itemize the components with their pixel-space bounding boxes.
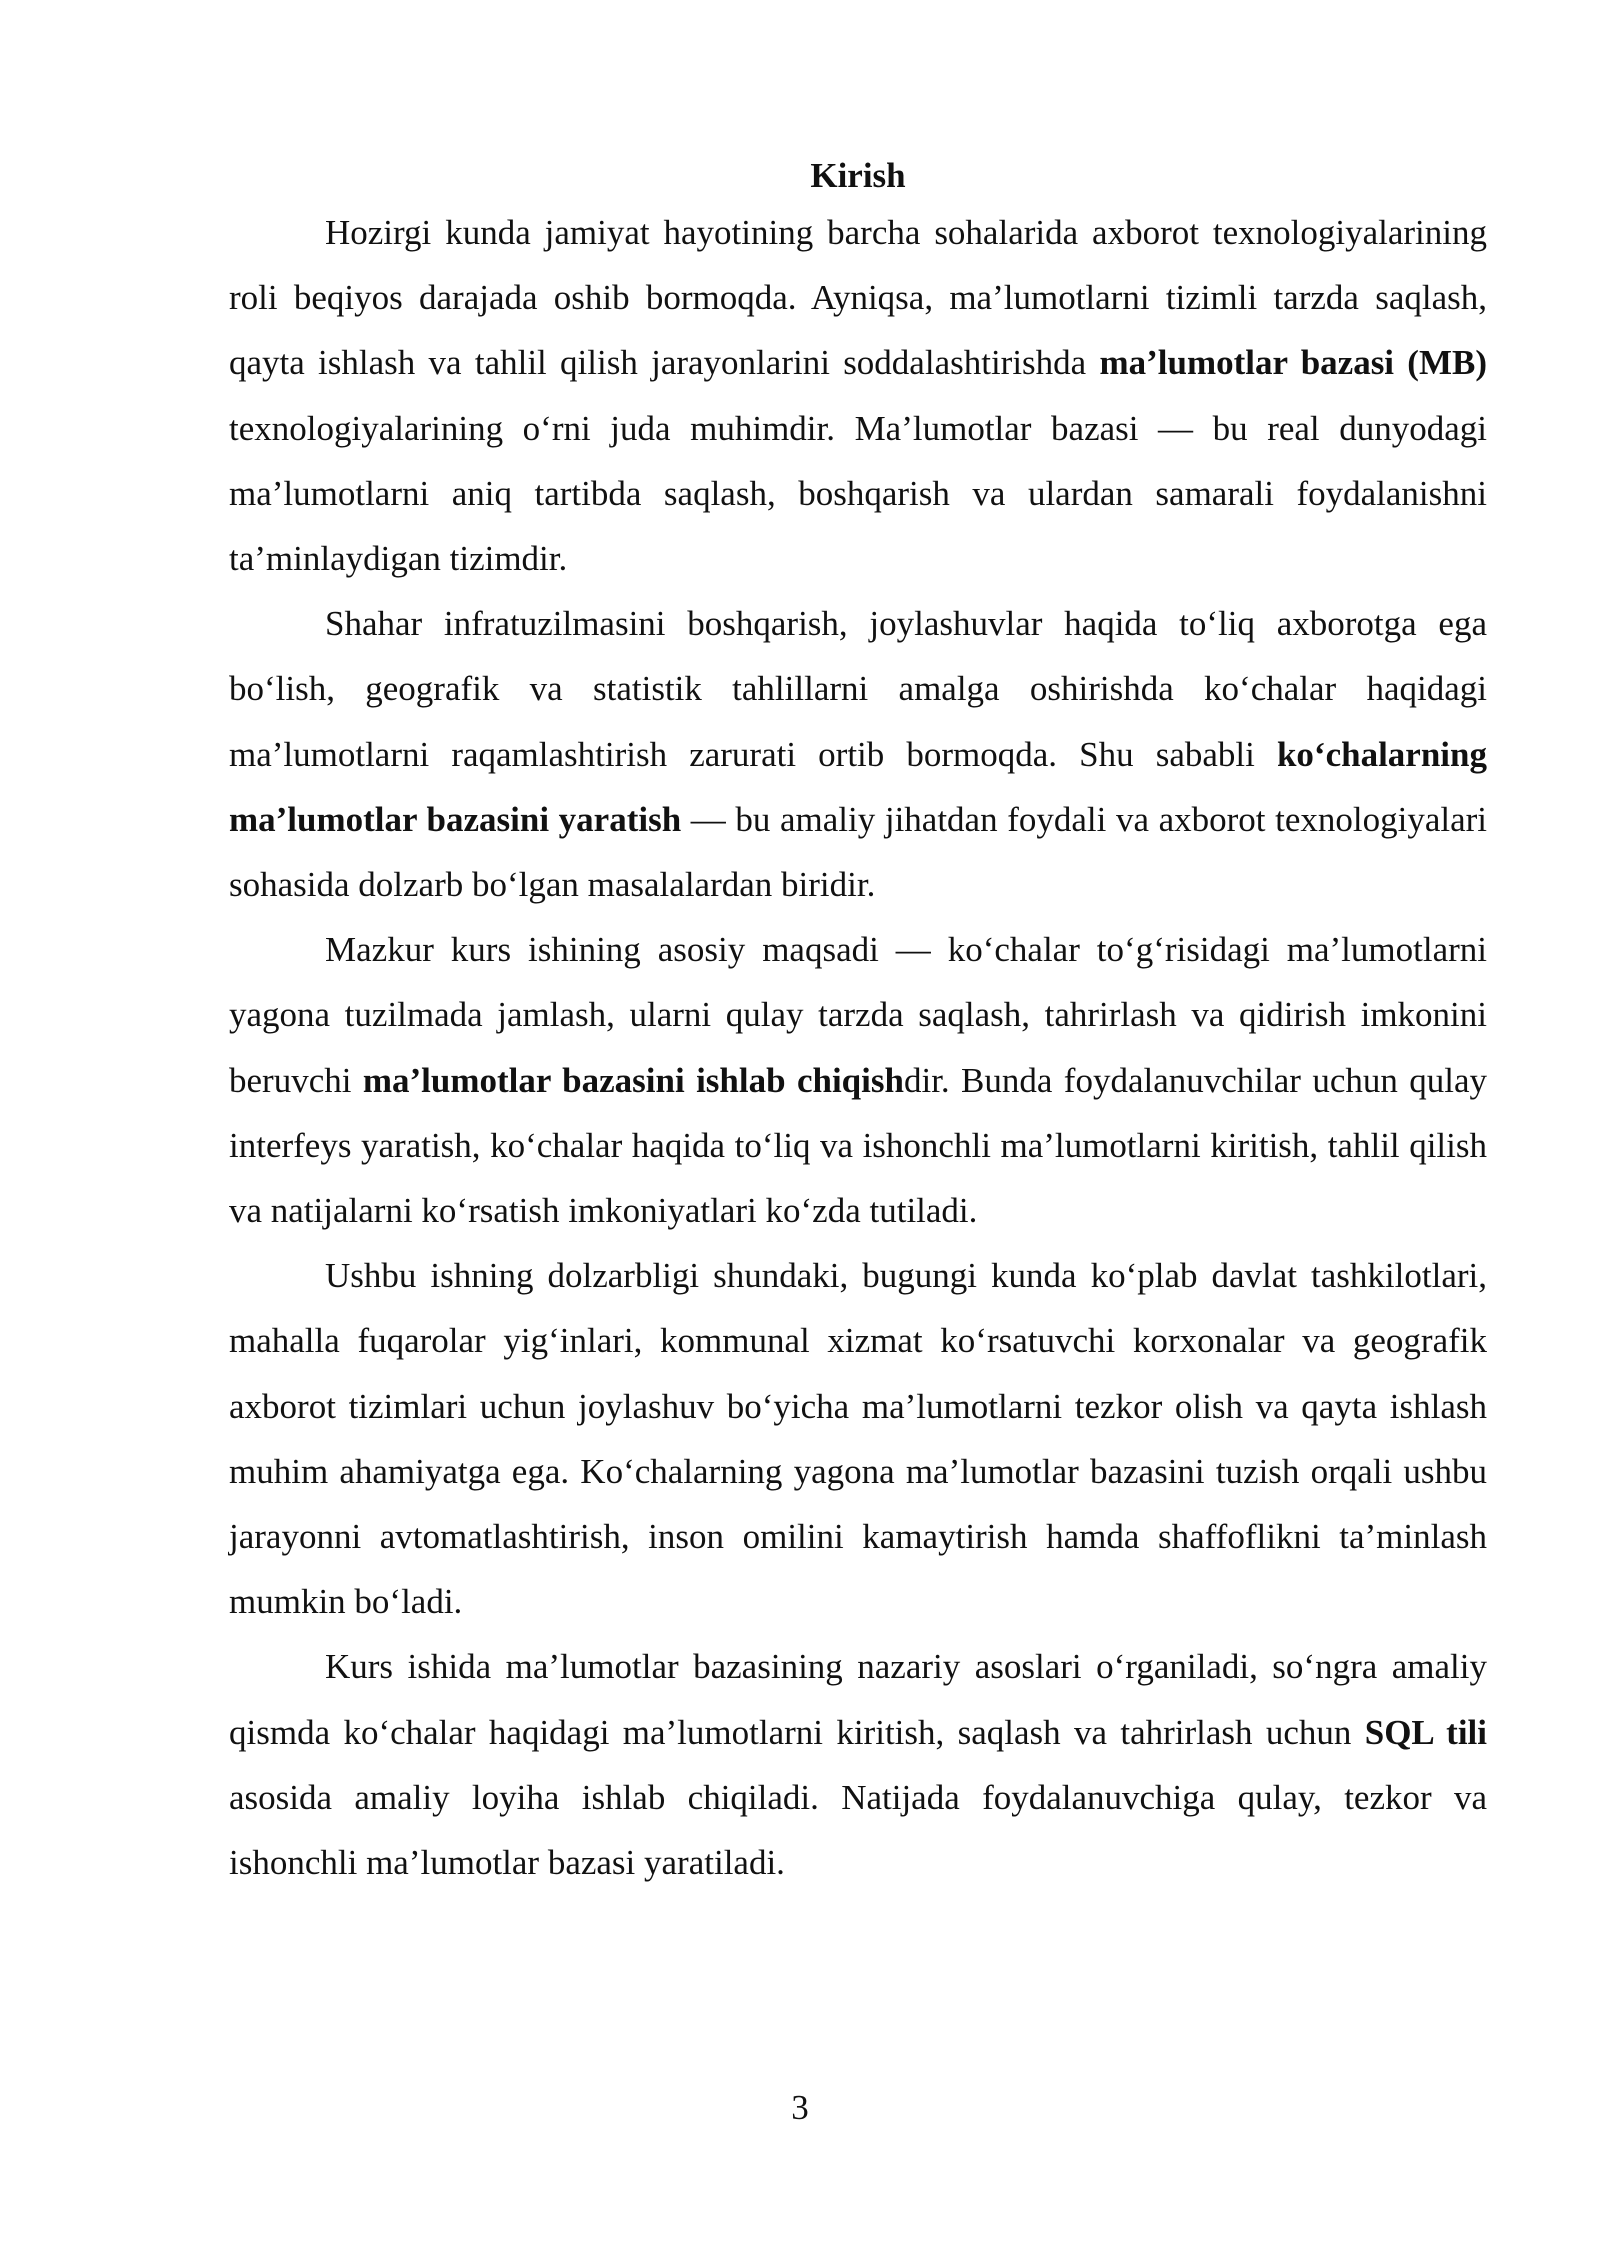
paragraph-5	[229, 1634, 1487, 1895]
page-title: Kirish	[810, 156, 906, 195]
paragraph-3	[229, 917, 1487, 1243]
page-number: 3	[791, 2088, 809, 2127]
page-content	[229, 152, 1487, 1895]
text-segment: texnologiyalarining o‘rni juda muhimdir. Ma’lumotlar bazasi — bu real dunyodagi ma’lumotlarni aniq tartibda saqlash, boshqarish va ulardan samarali foydalanishni ta’minlaydigan tizimdir.	[229, 408, 1487, 579]
paragraph-1	[229, 200, 1487, 591]
text-segment: asosida amaliy loyiha ishlab chiqiladi. Natijada foydalanuvchiga qulay, tezkor va ishonchli ma’lumotlar bazasi yaratiladi.	[229, 1777, 1487, 1883]
text-segment: Mazkur kurs ishining asosiy maqsadi — ko‘chalar to‘g‘risidagi ma’lumotlarni yagona tuzilmada jamlash, ularni qulay tarzda saqlash, tahrirlash va qidirish imkonini beruvchi	[229, 930, 1487, 1100]
text-segment: Kurs ishida ma’lumotlar bazasining nazariy asoslari o‘rganiladi, so‘ngra amaliy qismda ko‘chalar haqidagi ma’lumotlarni kiritish, saqlash va tahrirlash uchun	[229, 1647, 1487, 1752]
text-segment: dir. Bunda foydalanuvchilar uchun qulay interfeys yaratish, ko‘chalar haqida to‘liq va ishonchli ma’lumotlarni kiritish, tahlil qilish va natijalarni ko‘rsatish imkoniyatlari ko‘zda tutiladi.	[229, 1060, 1487, 1231]
bold-text-segment: SQL tili	[1364, 1712, 1488, 1752]
text-segment: Shahar infratuzilmasini boshqarish, joylashuvlar haqida to‘liq axborotga ega bo‘lish, geografik va statistik tahlillarni amalga oshirishda ko‘chalar haqidagi ma’lumotlarni raqamlashtirish zarurati ortib bormoqda. Shu sababli	[229, 604, 1487, 774]
paragraph-2	[229, 591, 1487, 917]
bold-text-segment: ma’lumotlar bazasi (MB)	[1099, 343, 1487, 383]
text-segment: Hozirgi kunda jamiyat hayotining barcha sohalarida axborot texnologiyalarining roli beqiyos darajada oshib bormoqda. Ayniqsa, ma’lumotlarni tizimli tarzda saqlash, qayta ishlash va tahlil qilish jarayonlarini soddalashtirishda	[229, 213, 1487, 383]
bold-text-segment: ko‘chalarning ma’lumotlar bazasini yaratish	[229, 734, 1487, 839]
text-segment: Ushbu ishning dolzarbligi shundaki, bugungi kunda ko‘plab davlat tashkilotlari, mahalla fuqarolar yig‘inlari, kommunal xizmat ko‘rsatuvchi korxonalar va geografik axborot tizimlari uchun joylashuv bo‘yicha ma’lumotlarni tezkor olish va qayta ishlash muhim ahamiyatga ega. Ko‘chalarning yagona ma’lumotlar bazasini tuzish orqali ushbu jarayonni avtomatlashtirish, inson omilini kamaytirish hamda shaffoflikni ta’minlash mumkin bo‘ladi.	[229, 1256, 1487, 1622]
text-segment: — bu amaliy jihatdan foydali va axborot texnologiyalari sohasida dolzarb bo‘lgan masalalardan biridir.	[229, 799, 1487, 905]
paragraph-4	[229, 1243, 1487, 1634]
bold-text-segment: ma’lumotlar bazasini ishlab chiqish	[362, 1060, 904, 1100]
